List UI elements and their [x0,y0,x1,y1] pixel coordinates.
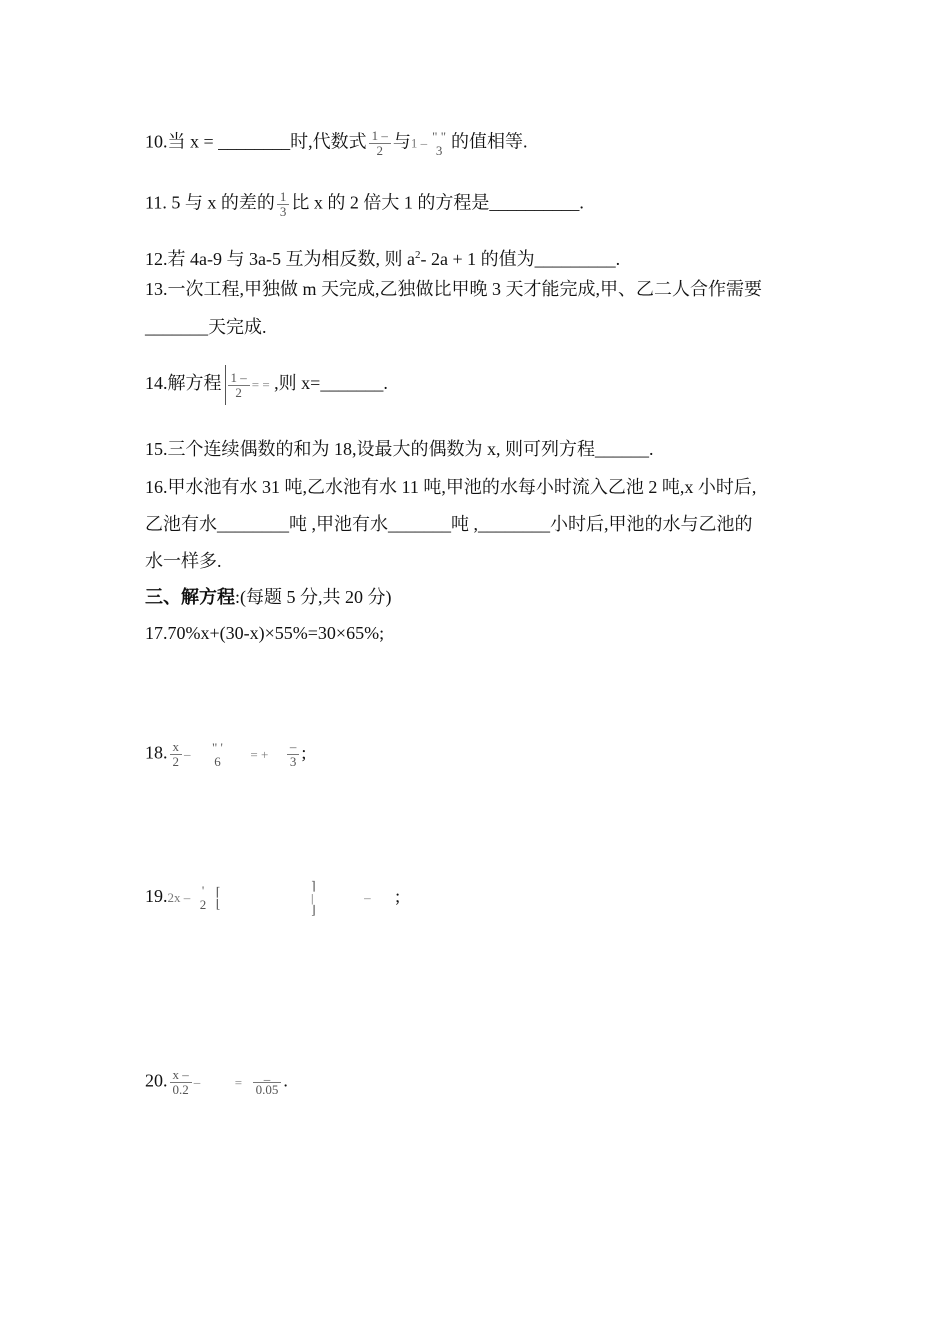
right-bracket: ⌉ | ⌋ [310,879,316,917]
fraction: $\frac{1 -}{2}$ [228,371,250,400]
fraction: $\frac{x -}{0.2}$ [170,1068,192,1097]
fraction: $\frac{-}{3}$ [287,740,300,769]
fraction: $\frac{1 -}{2}$ [369,129,391,158]
fraction: $\frac{\_}{0.05}$ [253,1068,282,1097]
question-17: 17.70%x+(30-x)×55%=30×65%; [145,623,385,643]
answer-blank[interactable]: _______ [320,373,384,394]
fraction: " " 3 [432,128,447,158]
answer-blank[interactable]: ________ [478,514,550,534]
question-16-cont: 乙池有水________吨 ,甲池有水_______吨 ,________小时后,甲池的水与乙池的 [145,514,753,534]
question-16: 16.甲水池有水 31 吨,乙水池有水 11 吨,甲池的水每小时流入乙池 2 吨,x 小时后, [145,477,757,497]
question-12: 12.若 4a-9 与 3a-5 互为相反数, 则 $a^2-$ 2a + 1 的值为_________. [145,249,621,269]
answer-blank[interactable]: ______ [595,439,649,459]
answer-blank[interactable]: ________ [217,514,289,534]
fraction: ' 2 [199,883,207,912]
question-20: 20. $\frac{x -}{0.2}$ – = $\frac{\_}{0.05}$ . [145,1067,288,1097]
answer-blank[interactable]: _______ [145,317,208,337]
fraction: $\frac{x}{2}$ [170,740,183,769]
answer-blank[interactable]: _______ [388,514,451,534]
fraction: " ' 6 [212,739,223,769]
question-10: 10.当 x = ________时,代数式 $\frac{1 -}{2}$ 与1 – " " 3 的值相等. [145,128,528,158]
question-13: 13.一次工程,甲独做 m 天完成,乙独做比甲晚 3 天才能完成,甲、乙二人合作需要 [145,279,762,299]
abs-bar [225,365,226,405]
question-11: 11. 5 与 x 的差的 $\frac{1}{3}$ 比 x 的 2 倍大 1 的方程是__________. [145,189,584,219]
fraction: $\frac{1}{3}$ [277,190,290,219]
question-15: 15.三个连续偶数的和为 18,设最大的偶数为 x, 则可列方程______. [145,439,654,459]
question-18: 18. $\frac{x}{2}$ – " ' 6 = + $\frac{-}{3}$ ; [145,739,307,769]
question-19: 19.2x – ' 2 ⌈ ⌊ ⌉ | ⌋ – ; [145,879,401,917]
answer-blank[interactable]: _________ [534,249,616,269]
question-16-end: 水一样多. [145,551,222,571]
question-13-cont: _______天完成. [145,317,267,337]
answer-blank[interactable]: ________ [218,131,291,152]
answer-blank[interactable]: __________ [489,192,580,213]
question-14: 14.解方程 $\frac{1 -}{2}$ = = ,则 x=_______. [145,365,388,405]
left-bracket: ⌈ ⌊ [215,885,221,911]
section-heading: 三、解方程:(每题 5 分,共 20 分) [145,587,392,607]
